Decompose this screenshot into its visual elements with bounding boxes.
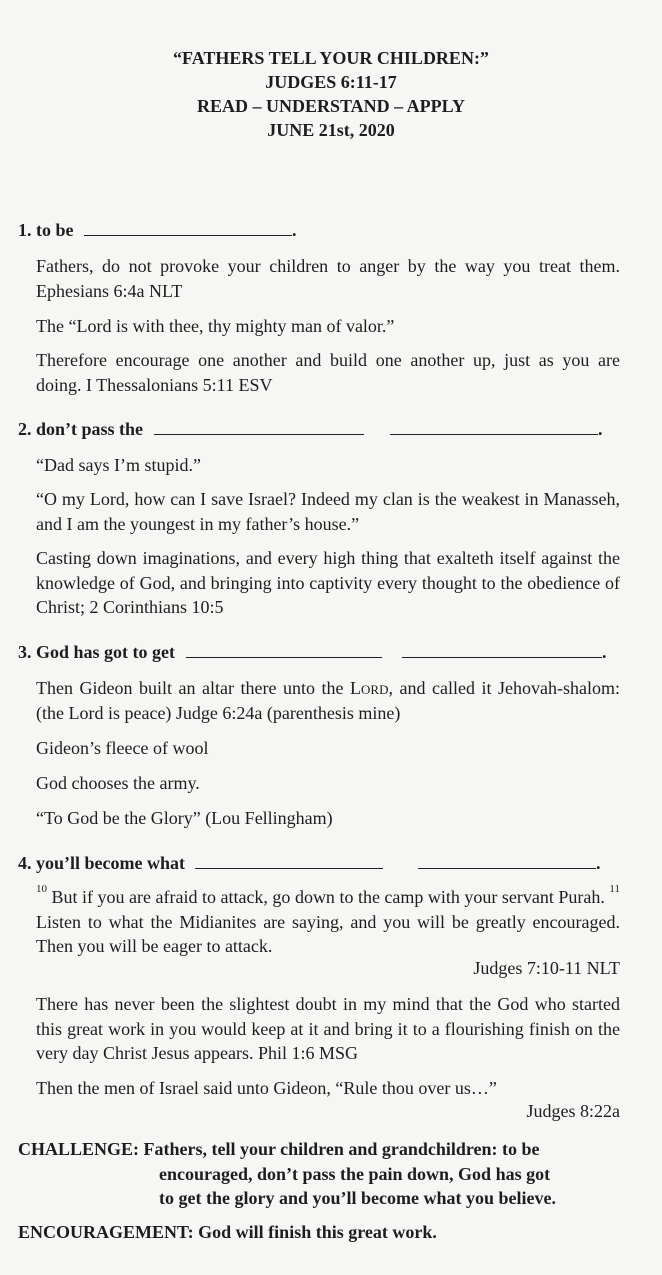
fill-blank[interactable] (186, 643, 382, 658)
lord-small-caps: Lord (350, 678, 389, 698)
text-run: Then Gideon built an altar there unto the (36, 678, 351, 698)
text-run: But if you are afraid to attack, go down to the camp with your servant Purah. (47, 887, 610, 907)
challenge-line-1: Fathers, tell your children and grandchildren: to be (143, 1139, 540, 1159)
section-4-para-2: There has never been the slightest doubt in my mind that the God who started this great work in you would keep at it and bring it to a flourishing finish on the very day Christ Jesus appears. Phil 1:6 MSG (36, 994, 620, 1063)
section-3-label: 3. God has got to get (18, 642, 175, 662)
fill-blank[interactable] (195, 854, 383, 869)
section-4-ref-1: Judges 7:10-11 NLT (473, 958, 620, 978)
section-3-para-3: God chooses the army. (36, 773, 200, 793)
date-line: JUNE 21st, 2020 (267, 120, 395, 140)
challenge-line-2: encouraged, don’t pass the pain down, God has got (159, 1163, 551, 1184)
fill-blank[interactable] (418, 854, 596, 869)
section-2-para-1: “Dad says I’m stupid.” (36, 455, 201, 475)
section-3-para-1 (36, 676, 620, 725)
section-4-label: 4. you’ll become what (18, 853, 185, 873)
encouragement-label: ENCOURAGEMENT: (18, 1222, 194, 1242)
fill-blank[interactable] (390, 420, 598, 435)
title-line: “FATHERS TELL YOUR CHILDREN:” (173, 48, 489, 68)
fill-blank[interactable] (402, 643, 602, 658)
section-1-para-3: Therefore encourage one another and build one another up, just as you are doing. I Thessalonians 5:11 ESV (36, 350, 620, 395)
verse-number: 10 (36, 883, 47, 895)
section-3-title: 3. God has got to get . (18, 642, 607, 662)
fill-blank[interactable] (154, 420, 364, 435)
verse-number: 11 (609, 883, 620, 895)
section-1-para-2: The “Lord is with thee, thy mighty man of valor.” (36, 316, 395, 336)
section-1-label: 1. to be (18, 220, 74, 240)
encouragement-text: God will finish this great work. (198, 1222, 437, 1242)
section-4-para-3: Then the men of Israel said unto Gideon, “Rule thou over us…” (36, 1078, 497, 1098)
section-2-title: 2. don’t pass the . (18, 419, 603, 439)
text-run: Listen to what the Midianites are saying, and you will be greatly encouraged. Then you will be eager to attack. (36, 911, 620, 956)
encouragement (18, 1220, 437, 1244)
section-3-para-4: “To God be the Glory” (Lou Fellingham) (36, 808, 333, 828)
section-1-para-1: Fathers, do not provoke your children to anger by the way you treat them. Ephesians 6:4a NLT (36, 256, 620, 301)
subtitle-line: READ – UNDERSTAND – APPLY (196, 96, 466, 116)
section-4-para-1 (36, 885, 620, 959)
header (0, 46, 662, 142)
section-4-title: 4. you’ll become what . (18, 853, 601, 873)
section-2-label: 2. don’t pass the (18, 419, 144, 439)
section-1-title: 1. to be . (18, 220, 297, 240)
text-run: , and called it Jehovah-shalom: (the Lord is peace) Judge 6:24a (parenthesis mine) (36, 678, 621, 723)
scripture-line: JUDGES 6:11-17 (265, 72, 397, 92)
challenge-line-3: to get the glory and you’ll become what you believe. (159, 1188, 556, 1208)
section-4-ref-2: Judges 8:22a (526, 1101, 620, 1121)
challenge-label: CHALLENGE: (18, 1139, 140, 1159)
fill-blank[interactable] (84, 221, 292, 236)
section-2-para-3: Casting down imaginations, and every high thing that exalteth itself against the knowledge of God, and bringing into captivity every thought to the obedience of Christ; 2 Corinthians 10:5 (36, 548, 620, 617)
section-3-para-2: Gideon’s fleece of wool (36, 738, 209, 758)
section-2-para-2: “O my Lord, how can I save Israel? Indeed my clan is the weakest in Manasseh, and I am the youngest in my father’s house.” (36, 489, 620, 534)
challenge (18, 1137, 628, 1211)
